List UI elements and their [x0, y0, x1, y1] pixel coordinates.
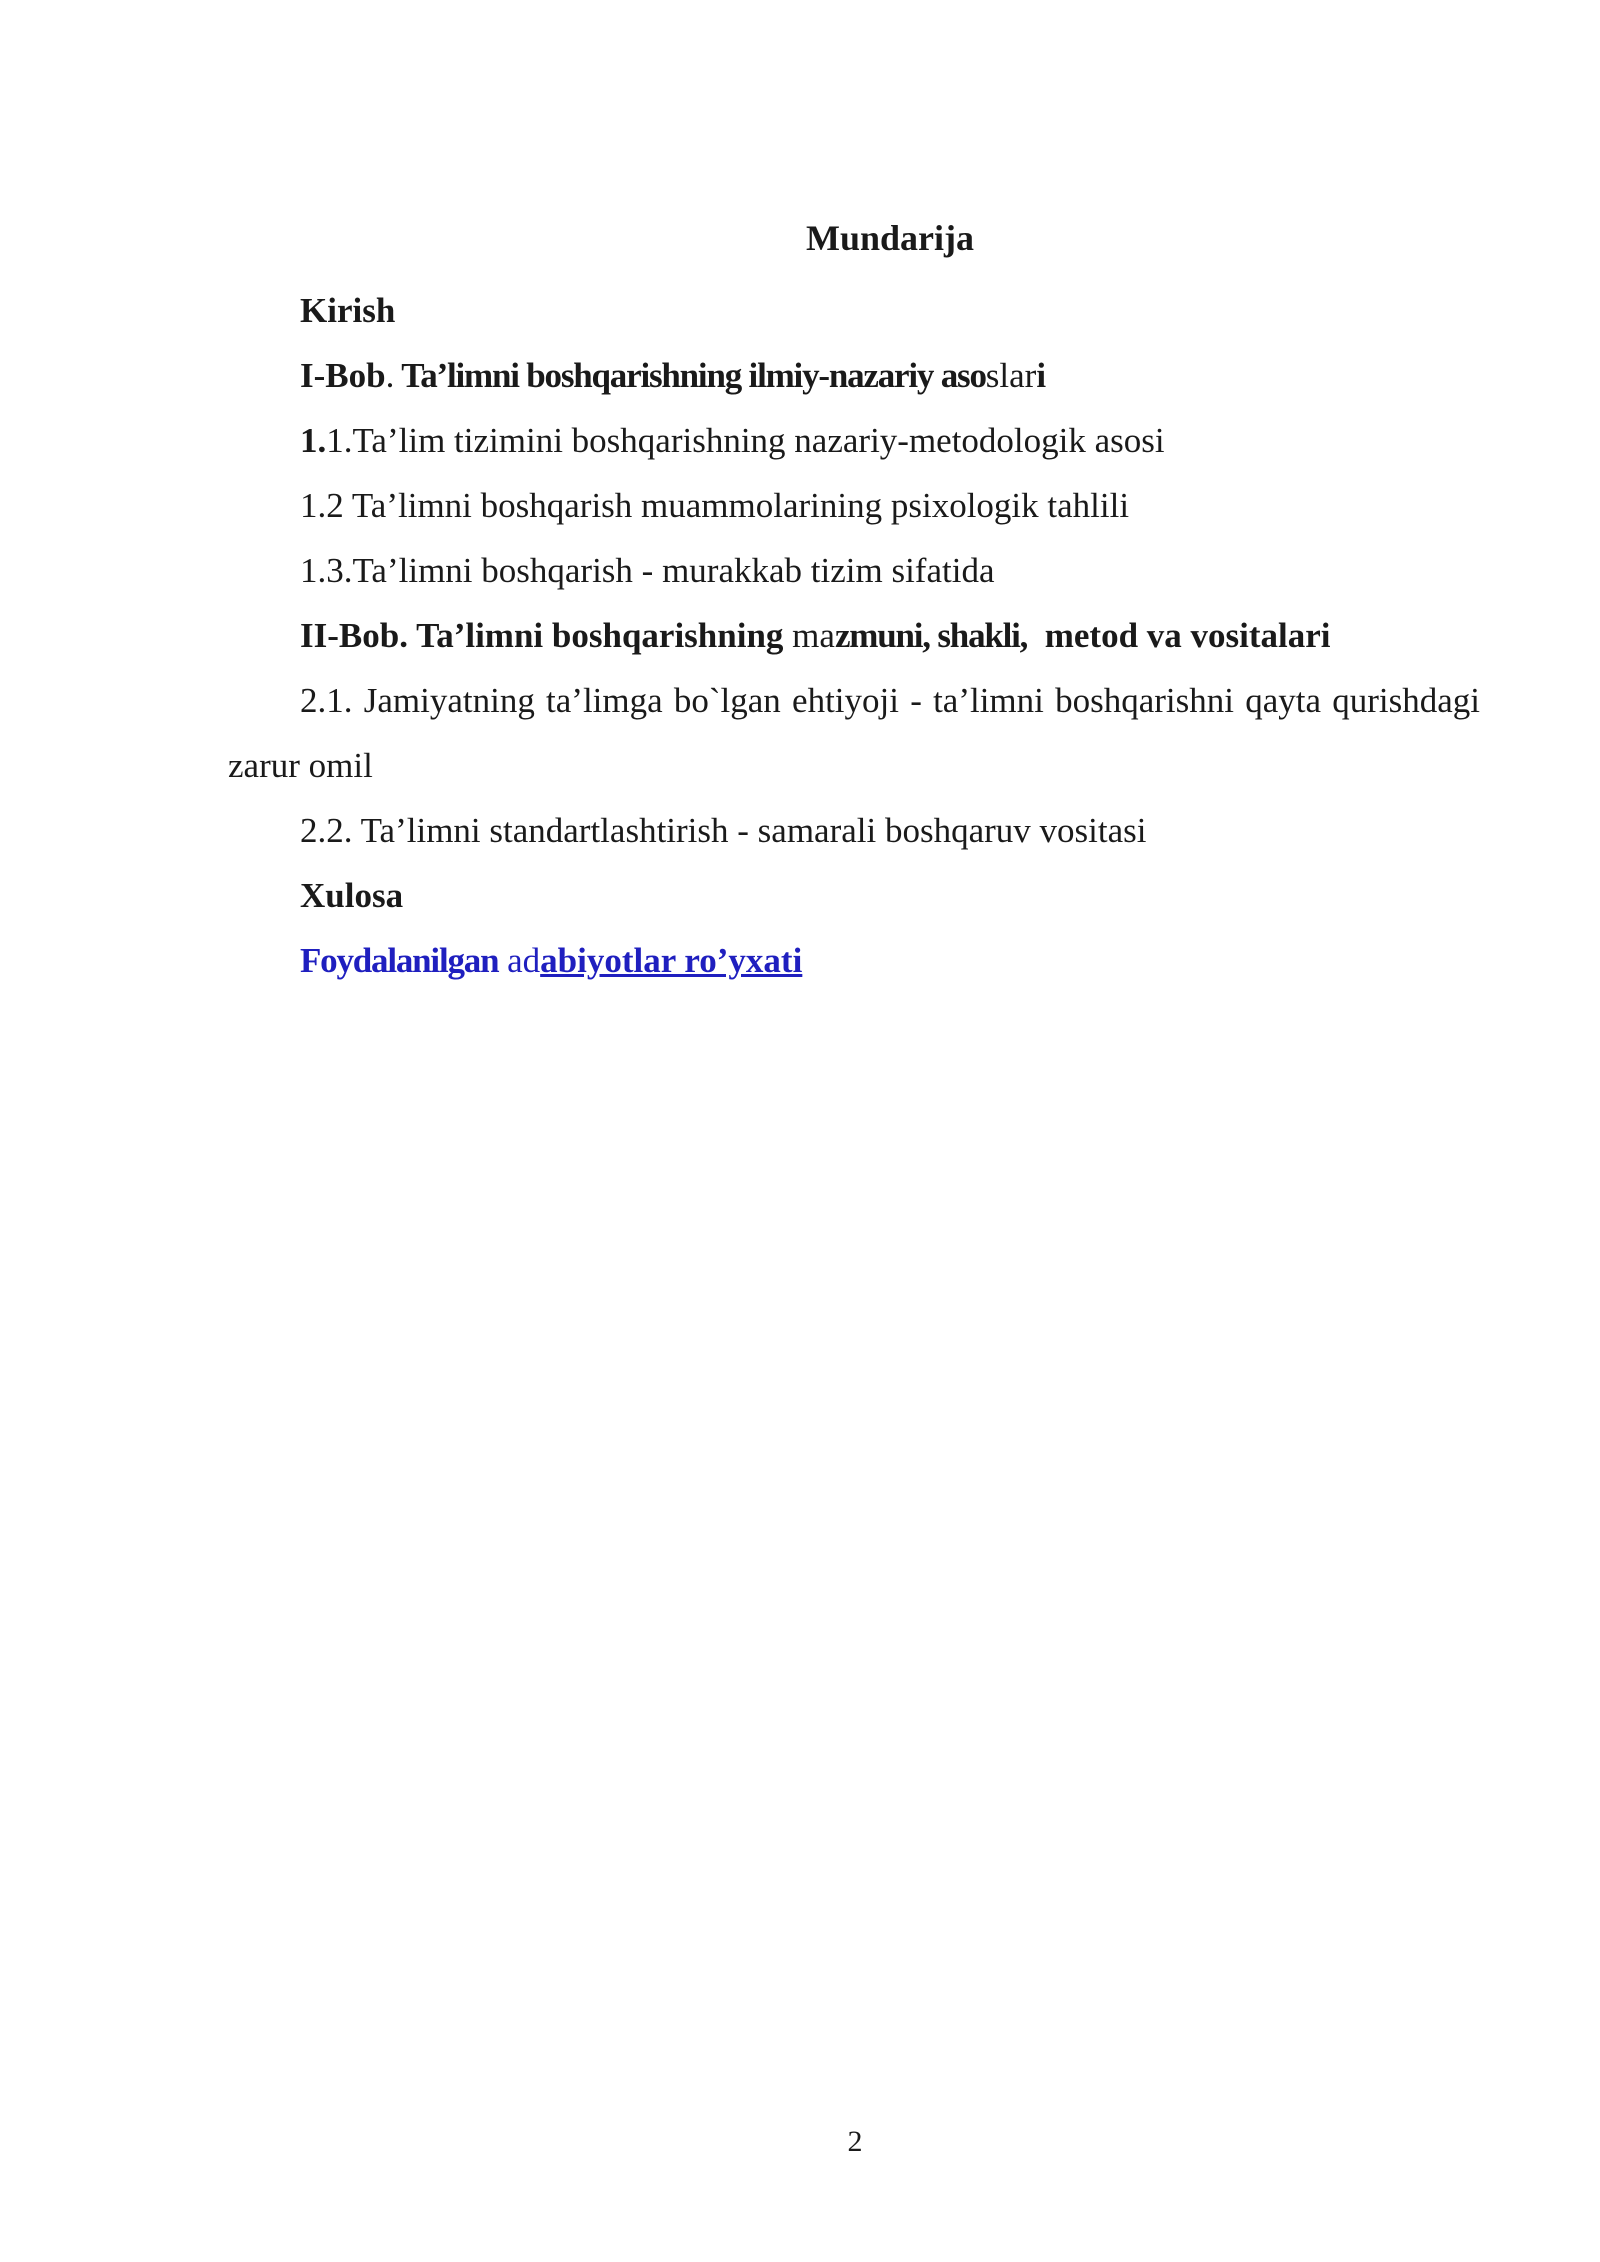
item-1-1-text: 1.Ta’lim tizimini boshqarishning nazariy-metodologik asosi: [326, 421, 1165, 460]
toc-item-xulosa[interactable]: Xulosa: [300, 876, 404, 915]
references-link[interactable]: abiyotlar ro’yxati: [540, 941, 803, 980]
bob-1-title-bold: Ta’limni boshqarishning ilmiy-nazariy aso: [394, 356, 986, 395]
references-part-2: ad: [498, 941, 541, 980]
bob-1-title-regular: slar: [985, 356, 1037, 395]
bob-2-part-1: II-Bob. Ta’limni boshqarishning: [300, 616, 793, 655]
table-of-contents: [228, 278, 1480, 993]
bob-2-part-4: metod va vositalari: [1027, 616, 1331, 655]
page-title: Mundarija: [805, 218, 974, 258]
bob-1-separator: .: [385, 356, 395, 395]
bob-2-part-3: zmuni, shakli,: [834, 616, 1028, 655]
page-number: 2: [847, 2125, 863, 2158]
bob-1-title-end: i: [1036, 356, 1047, 395]
toc-item-1-3[interactable]: 1.3.Ta’limni boshqarish - murakkab tizim sifatida: [300, 551, 995, 590]
toc-item-bob-1[interactable]: [228, 343, 1480, 408]
bob-1-label: I-Bob: [300, 356, 386, 395]
toc-item-1-2[interactable]: 1.2 Ta’limni boshqarish muammolarining psixologik tahlili: [300, 486, 1130, 525]
toc-item-references[interactable]: [228, 928, 1480, 993]
references-part-1: Foydalanilgan: [300, 941, 499, 980]
bob-2-part-2: ma: [792, 616, 835, 655]
toc-item-bob-2[interactable]: [228, 603, 1480, 668]
toc-item-1-1[interactable]: [228, 408, 1480, 473]
item-1-1-number: 1.: [300, 421, 327, 460]
toc-item-2-1[interactable]: 2.1. Jamiyatning ta’limga bo`lgan ehtiyoji - ta’limni boshqarishni qayta qurishdagi zarur omil: [228, 681, 1480, 785]
toc-item-kirish[interactable]: Kirish: [300, 291, 396, 330]
toc-item-2-2[interactable]: 2.2. Ta’limni standartlashtirish - samarali boshqaruv vositasi: [300, 811, 1147, 850]
